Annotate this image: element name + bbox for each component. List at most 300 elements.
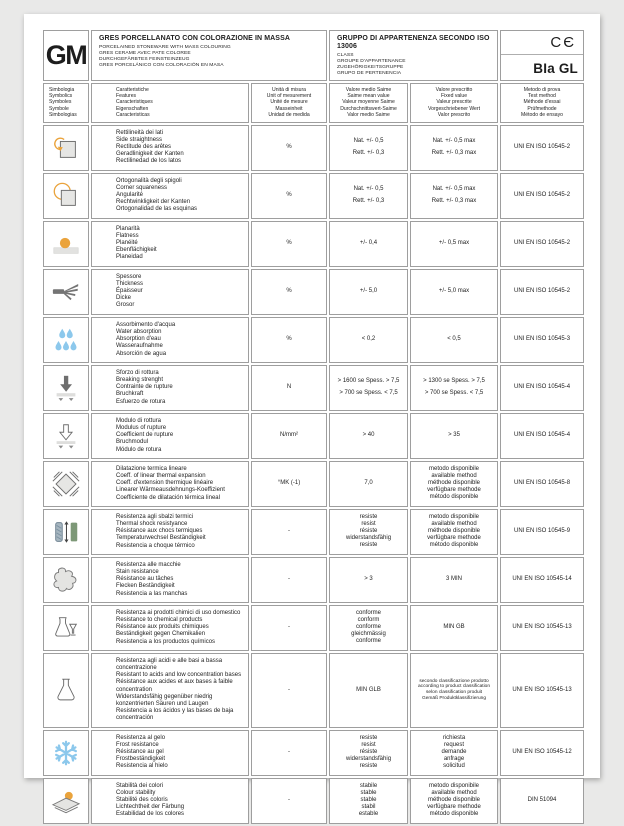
text-line: Méthode d'essai [523,99,561,106]
text-line: > 3 [364,576,373,583]
fixed-value-cell [410,317,498,363]
table-row [43,778,584,824]
spec-table-body [43,125,584,824]
text-line: resist [361,521,376,528]
fixed-value-cell [410,557,498,603]
method-cell: UNI EN ISO 10545-2 [500,221,584,267]
mean-value-cell [329,557,408,603]
text-line: stable [360,797,377,804]
text-line: secondo classificazione prodotto [419,678,489,684]
text-line: demande [441,749,467,756]
text-line: résiste [359,528,378,535]
text-line: Esfuerzo de rotura [116,398,166,405]
mean-value-cell [329,605,408,651]
text-line: Rectitude des arêtes [116,144,172,151]
text-line: Résistance aux produits chimiques [116,624,209,631]
mean-value-cell [329,413,408,459]
text-line: estable [358,811,379,818]
text-line: Resistant to acids and low concentration bases [116,672,242,679]
text-line: Angularité [116,192,144,199]
text-line: Planarità [116,225,140,232]
text-line: Flatness [116,232,139,239]
mean-value-cell [329,509,408,555]
text-line: Thickness [116,280,144,287]
text-line: Valore medio Saime [345,86,392,93]
text-line: > 35 [448,432,460,439]
text-line: Coeff. d'extension thermique linéaire [116,480,214,487]
text-line: PORCELAINED STONEWARE WITH MASS COLOURING [99,45,231,50]
text-line: solicitud [443,763,465,770]
text-line: Rett. +/- 0,3 max [431,149,477,156]
text-line: Coefficiente de dilatación térmica lineal [116,494,220,501]
text-line: Unité de mesure [270,99,308,106]
symbol-cell [43,557,89,603]
features-cell [91,557,249,603]
fixed-value-cell [410,509,498,555]
unit-cell: - [251,653,327,728]
text-line: Water absorption [116,328,162,335]
acid-base-resistance-icon [51,681,81,698]
mean-value-cell [329,317,408,363]
text-line: Résistance au gel [116,749,164,756]
text-line: Valor medio Saime [347,112,390,119]
text-line: Rett. +/- 0,3 max [431,197,477,204]
text-line: Rechtwinkligkeit der Kanten [116,199,191,206]
class-group-cell [329,30,498,81]
method-cell: UNI EN ISO 10545-8 [500,461,584,507]
mean-value-cell [329,173,408,219]
text-line: Dilatazione termica lineare [116,465,187,472]
text-line: +/- 5,0 max [438,288,470,295]
text-line: request [444,742,465,749]
chemical-resistance-icon [51,619,81,636]
text-line: Durchschnittswert-Saime [340,105,397,112]
table-row [43,413,584,459]
text-line: Resistencia a los productos químicos [116,638,216,645]
unit-cell: - [251,509,327,555]
method-cell: UNI EN ISO 10545-13 [500,605,584,651]
unit-cell: % [251,317,327,363]
text-line: > 40 [362,432,375,439]
text-line: Rett. +/- 0,3 [352,197,385,204]
features-cell [91,509,249,555]
symbol-cell [43,125,89,171]
symbol-cell [43,269,89,315]
text-line: GRES CERAME AVEC PATE COLOREE [99,50,191,56]
column-header-test-method [500,83,584,123]
text-line: Resistance to chemical products [116,616,203,623]
text-line: GROUPE D'APPARTENANCE [337,58,406,64]
text-line: método disponible [429,542,479,549]
text-line: Bruchmodul [116,439,149,446]
text-line: Resistenza agli acidi e alle basi a bassa concentrazione [116,657,223,671]
mean-value-cell [329,125,408,171]
table-row [43,125,584,171]
datasheet-page [24,14,600,818]
text-line: Simbologias [49,112,77,119]
fixed-value-cell [410,778,498,824]
text-line: Résistance aux acides et aux bases à faible concentration [116,679,233,693]
text-line: Grosor [116,302,135,309]
text-line: 7,0 [364,480,373,487]
brand-logo: GM [43,30,89,81]
table-row [43,317,584,363]
mean-value-cell [329,653,408,728]
text-line: conforme [356,610,382,617]
column-header-unit [251,83,327,123]
text-line: > 700 se Spess. < 7,5 [339,389,398,396]
fixed-value-cell [410,269,498,315]
text-line: método disponible [429,811,479,818]
text-line: Resistenza alle macchie [116,561,181,568]
text-line: Masseinheit [275,105,303,112]
column-header-row [43,83,584,123]
header-band [43,30,584,81]
fixed-value-cell [410,653,498,728]
text-line: Symbolics [49,93,73,100]
text-line: verfügbare methode [427,487,481,494]
text-line: > 700 se Spess. < 7,5 [424,389,484,396]
features-cell [91,778,249,824]
text-line: Resistencia a los ácidos y las bases de baja concentración [116,708,234,722]
table-row [43,365,584,411]
text-line: Unit of mesurement [266,93,312,100]
text-line: MIN GB [443,624,465,631]
symbol-cell [43,221,89,267]
text-line: Valeur prescrite [436,99,472,106]
fixed-value-cell [410,221,498,267]
fixed-value-cell [410,125,498,171]
text-line: resiste [359,735,378,742]
text-line: gleichmässig [351,631,386,638]
text-line: CLASS [337,53,354,58]
unit-cell: % [251,221,327,267]
text-line: Absorción de agua [116,350,167,357]
column-header-mean-value [329,83,408,123]
corner-squareness-icon [51,187,81,204]
text-line: anfrage [443,756,465,763]
features-cell [91,413,249,459]
text-line: Wasseraufnahme [116,343,163,350]
text-line: > 1300 se Spess. > 7,5 [423,378,485,385]
stain-resistance-icon [49,571,83,588]
text-line: Ebenflächigkeit [116,247,157,254]
text-line: resiste [359,514,378,521]
side-straightness-icon [51,139,81,156]
fixed-value-cell [410,730,498,776]
text-line: Spessore [116,273,142,280]
text-line: +/- 5,0 [359,288,378,295]
text-line: Lichtechtheit der Färbung [116,804,185,811]
method-cell: UNI EN ISO 10545-2 [500,125,584,171]
text-line: Symboles [49,99,72,106]
text-line: Prüfmethode [527,105,557,112]
text-line: ZUGEHÖRIGKEITSGRUPPE [337,64,404,70]
product-title-translations [99,45,322,69]
table-row [43,509,584,555]
text-line: Stabilité des coloris [116,797,168,804]
text-line: resiste [359,763,378,770]
table-row [43,461,584,507]
text-line: Widerstandsfähig gegenüber niedrig konzentrierten Säuren und Laugen [116,693,213,708]
method-cell: UNI EN ISO 10545-4 [500,413,584,459]
symbol-cell [43,605,89,651]
colour-stability-icon [50,792,82,809]
column-header-symbol [43,83,89,123]
symbol-cell [43,778,89,824]
class-code: BIa GL [533,61,579,76]
symbol-cell [43,509,89,555]
text-line: Valor prescrito [437,112,471,119]
table-row [43,557,584,603]
text-line: stable [360,790,377,797]
text-line: Beständigkeit gegen Chemikalien [116,631,206,638]
class-group-translations [337,53,493,77]
text-line: Saime mean value [347,93,390,100]
features-cell [91,730,249,776]
text-line: Breaking strenght [116,376,164,383]
text-line: Test method [528,93,556,100]
unit-cell: - [251,605,327,651]
unit-cell: N/mm² [251,413,327,459]
symbol-cell [43,173,89,219]
spec-table [41,28,586,826]
text-line: Estabilidad de los colores [116,811,185,818]
symbol-cell [43,461,89,507]
text-line: available method [431,473,477,480]
text-line: MIN GLB [356,686,381,693]
text-line: méthode disponible [427,797,481,804]
text-line: Stain resistance [116,568,159,575]
mean-value-cell [329,221,408,267]
text-line: metodo disponibile [428,783,480,790]
text-line: Thermal shock resistyance [116,520,188,527]
text-line: available method [431,790,477,797]
method-cell: UNI EN ISO 10545-13 [500,653,584,728]
text-line: Resistenza agli sbalzi termici [116,513,194,520]
table-row [43,221,584,267]
text-line: résiste [359,749,378,756]
table-row [43,730,584,776]
text-line: Résistance au tâches [116,576,174,583]
class-group-title: GRUPPO DI APPARTENENZA SECONDO ISO 13006 [337,35,490,50]
text-line: metodo disponibile [428,466,480,473]
text-line: Features [116,93,137,100]
text-line: +/- 0,5 max [438,240,470,247]
text-line: Ortogonalità degli spigoli [116,177,182,184]
text-line: +/- 0,4 [359,240,378,247]
text-line: Résistance aux chocs termiques [116,528,203,535]
text-line: > 1600 se Spess. > 7,5 [337,378,400,385]
fixed-value-cell [410,461,498,507]
text-line: Nat. +/- 0,5 [353,186,384,193]
unit-cell: °MK (-1) [251,461,327,507]
product-title-cell [91,30,327,81]
text-line: Side straightness [116,136,163,143]
text-line: DURCHGEFÄRBTES FEINSTEINZEUG [99,56,190,62]
text-line: Caracteristicas [116,112,150,119]
table-row [43,605,584,651]
text-line: GRUPO DE PERTENENCIA [337,70,402,76]
features-cell [91,269,249,315]
table-row [43,173,584,219]
fixed-value-cell [410,365,498,411]
features-cell [91,605,249,651]
text-line: Nat. +/- 0,5 [353,138,384,145]
mean-value-cell [329,269,408,315]
method-cell: UNI EN ISO 10545-4 [500,365,584,411]
text-line: available method [431,521,477,528]
text-line: conforme [356,624,382,631]
unit-cell: - [251,557,327,603]
text-line: Resistenza al gelo [116,734,166,741]
features-cell [91,365,249,411]
features-cell [91,125,249,171]
text-line: Unidad de medida [268,112,310,119]
ce-mark-icon: CЄ [501,31,583,55]
text-line: Rett. +/- 0,3 [352,149,385,156]
text-line: Geradlinigkeit der Kanten [116,151,184,158]
text-line: Planeidad [116,254,143,261]
column-header-features [91,83,249,123]
text-line: Bruchkraft [116,391,144,398]
water-absorption-icon [51,331,81,348]
frost-resistance-icon [51,744,81,761]
text-line: Modulo di rottura [116,417,162,424]
unit-cell: % [251,269,327,315]
thermal-expansion-icon [51,475,81,492]
symbol-cell [43,730,89,776]
text-line: Linearer Wärmeausdehnungs-Koeffizient [116,487,225,494]
text-line: Symbole [49,105,69,112]
text-line: Corner squareness [116,184,168,191]
text-line: < 0,5 [447,336,461,343]
text-line: Método de ensayo [521,112,563,119]
mean-value-cell [329,778,408,824]
text-line: Coefficient de rupture [116,432,174,439]
method-cell: UNI EN ISO 10545-14 [500,557,584,603]
text-line: verfügbare methode [427,804,481,811]
table-row [43,653,584,728]
method-cell: UNI EN ISO 10545-3 [500,317,584,363]
text-line: Resistenza ai prodotti chimici di uso domestico [116,609,241,616]
text-line: conforme [356,638,382,645]
symbol-cell [43,365,89,411]
text-line: richiesta [442,735,466,742]
text-line: Nat. +/- 0,5 max [432,186,476,193]
fixed-value-cell [410,413,498,459]
unit-cell: - [251,730,327,776]
column-header-fixed-value [410,83,498,123]
text-line: Caratteristiche [116,86,149,93]
text-line: Ortogonalidad de las esquinas [116,206,198,213]
text-line: Eigenschaften [116,105,149,112]
symbol-cell [43,413,89,459]
features-cell [91,653,249,728]
text-line: méthode disponible [427,528,481,535]
text-line: Resistencia a las manchas [116,590,188,597]
text-line: Caracteristiques [116,99,153,106]
text-line: Frostbeständigkeit [116,756,166,763]
text-line: Sforzo di rottura [116,369,159,376]
text-line: Rectilinedad de los latos [116,158,182,165]
text-line: Metodo di prova [523,86,561,93]
text-line: widerstandsfähig [346,756,392,763]
mean-value-cell [329,730,408,776]
text-line: Absorption d'eau [116,336,161,343]
text-line: Nat. +/- 0,5 max [432,138,476,145]
text-line: Gemäß Produktklassifizierung [422,696,486,701]
thermal-shock-icon [51,523,81,540]
ce-cell [500,30,584,81]
text-line: Colour stability [116,789,156,796]
text-line: Resistencia al hielo [116,763,168,770]
method-cell: UNI EN ISO 10545-9 [500,509,584,555]
mean-value-cell [329,365,408,411]
method-cell: DIN 51094 [500,778,584,824]
flatness-icon [51,235,81,252]
text-line: verfügbare methode [427,535,481,542]
symbol-cell [43,317,89,363]
text-line: resist [361,742,376,749]
features-cell [91,221,249,267]
mean-value-cell [329,461,408,507]
text-line: stabile [359,783,378,790]
text-line: GRES PORCELÁNICO CON COLORACIÓN EN MASA [99,62,224,68]
text-line: Temperaturwechsel Beständigkeit [116,535,206,542]
text-line: Módulo de rotura [116,446,162,453]
text-line: Coeff. of linear thermal expansion [116,472,206,479]
text-line: selon classification produit [426,690,483,696]
modulus-of-rupture-icon [51,427,81,444]
text-line: 3 MIN [446,576,463,583]
text-line: < 0,2 [361,336,376,343]
product-title: GRES PORCELLANATO CON COLORAZIONE IN MASSA [99,35,291,42]
text-line: Rettilineità dei lati [116,129,164,136]
text-line: Simbologia [49,86,75,93]
text-line: stabil [361,804,376,811]
text-line: Fixed value [440,93,468,100]
text-line: Stabilità dei colori [116,782,164,789]
text-line: according to product classification [418,684,491,690]
method-cell: UNI EN ISO 10545-12 [500,730,584,776]
text-line: Resistencia a choque térmico [116,542,195,549]
features-cell [91,317,249,363]
table-row [43,269,584,315]
text-line: resiste [359,542,378,549]
text-line: Unità di misura [272,86,306,93]
method-cell: UNI EN ISO 10545-2 [500,269,584,315]
unit-cell: N [251,365,327,411]
features-cell [91,461,249,507]
text-line: Dicke [116,295,132,302]
text-line: Flecken Beständigkeit [116,583,175,590]
text-line: Épaisseur [116,288,143,295]
features-cell [91,173,249,219]
fixed-value-cell [410,173,498,219]
fixed-value-cell [410,605,498,651]
text-line: Contrainte de rupture [116,384,173,391]
text-line: méthode disponible [427,480,481,487]
text-line: Assorbimento d'acqua [116,321,176,328]
text-line: conform [357,617,380,624]
text-line: Planéité [116,240,138,247]
method-cell: UNI EN ISO 10545-2 [500,173,584,219]
unit-cell: - [251,778,327,824]
breaking-strength-icon [51,379,81,396]
text-line: Valore prescritto [435,86,473,93]
unit-cell: % [251,125,327,171]
